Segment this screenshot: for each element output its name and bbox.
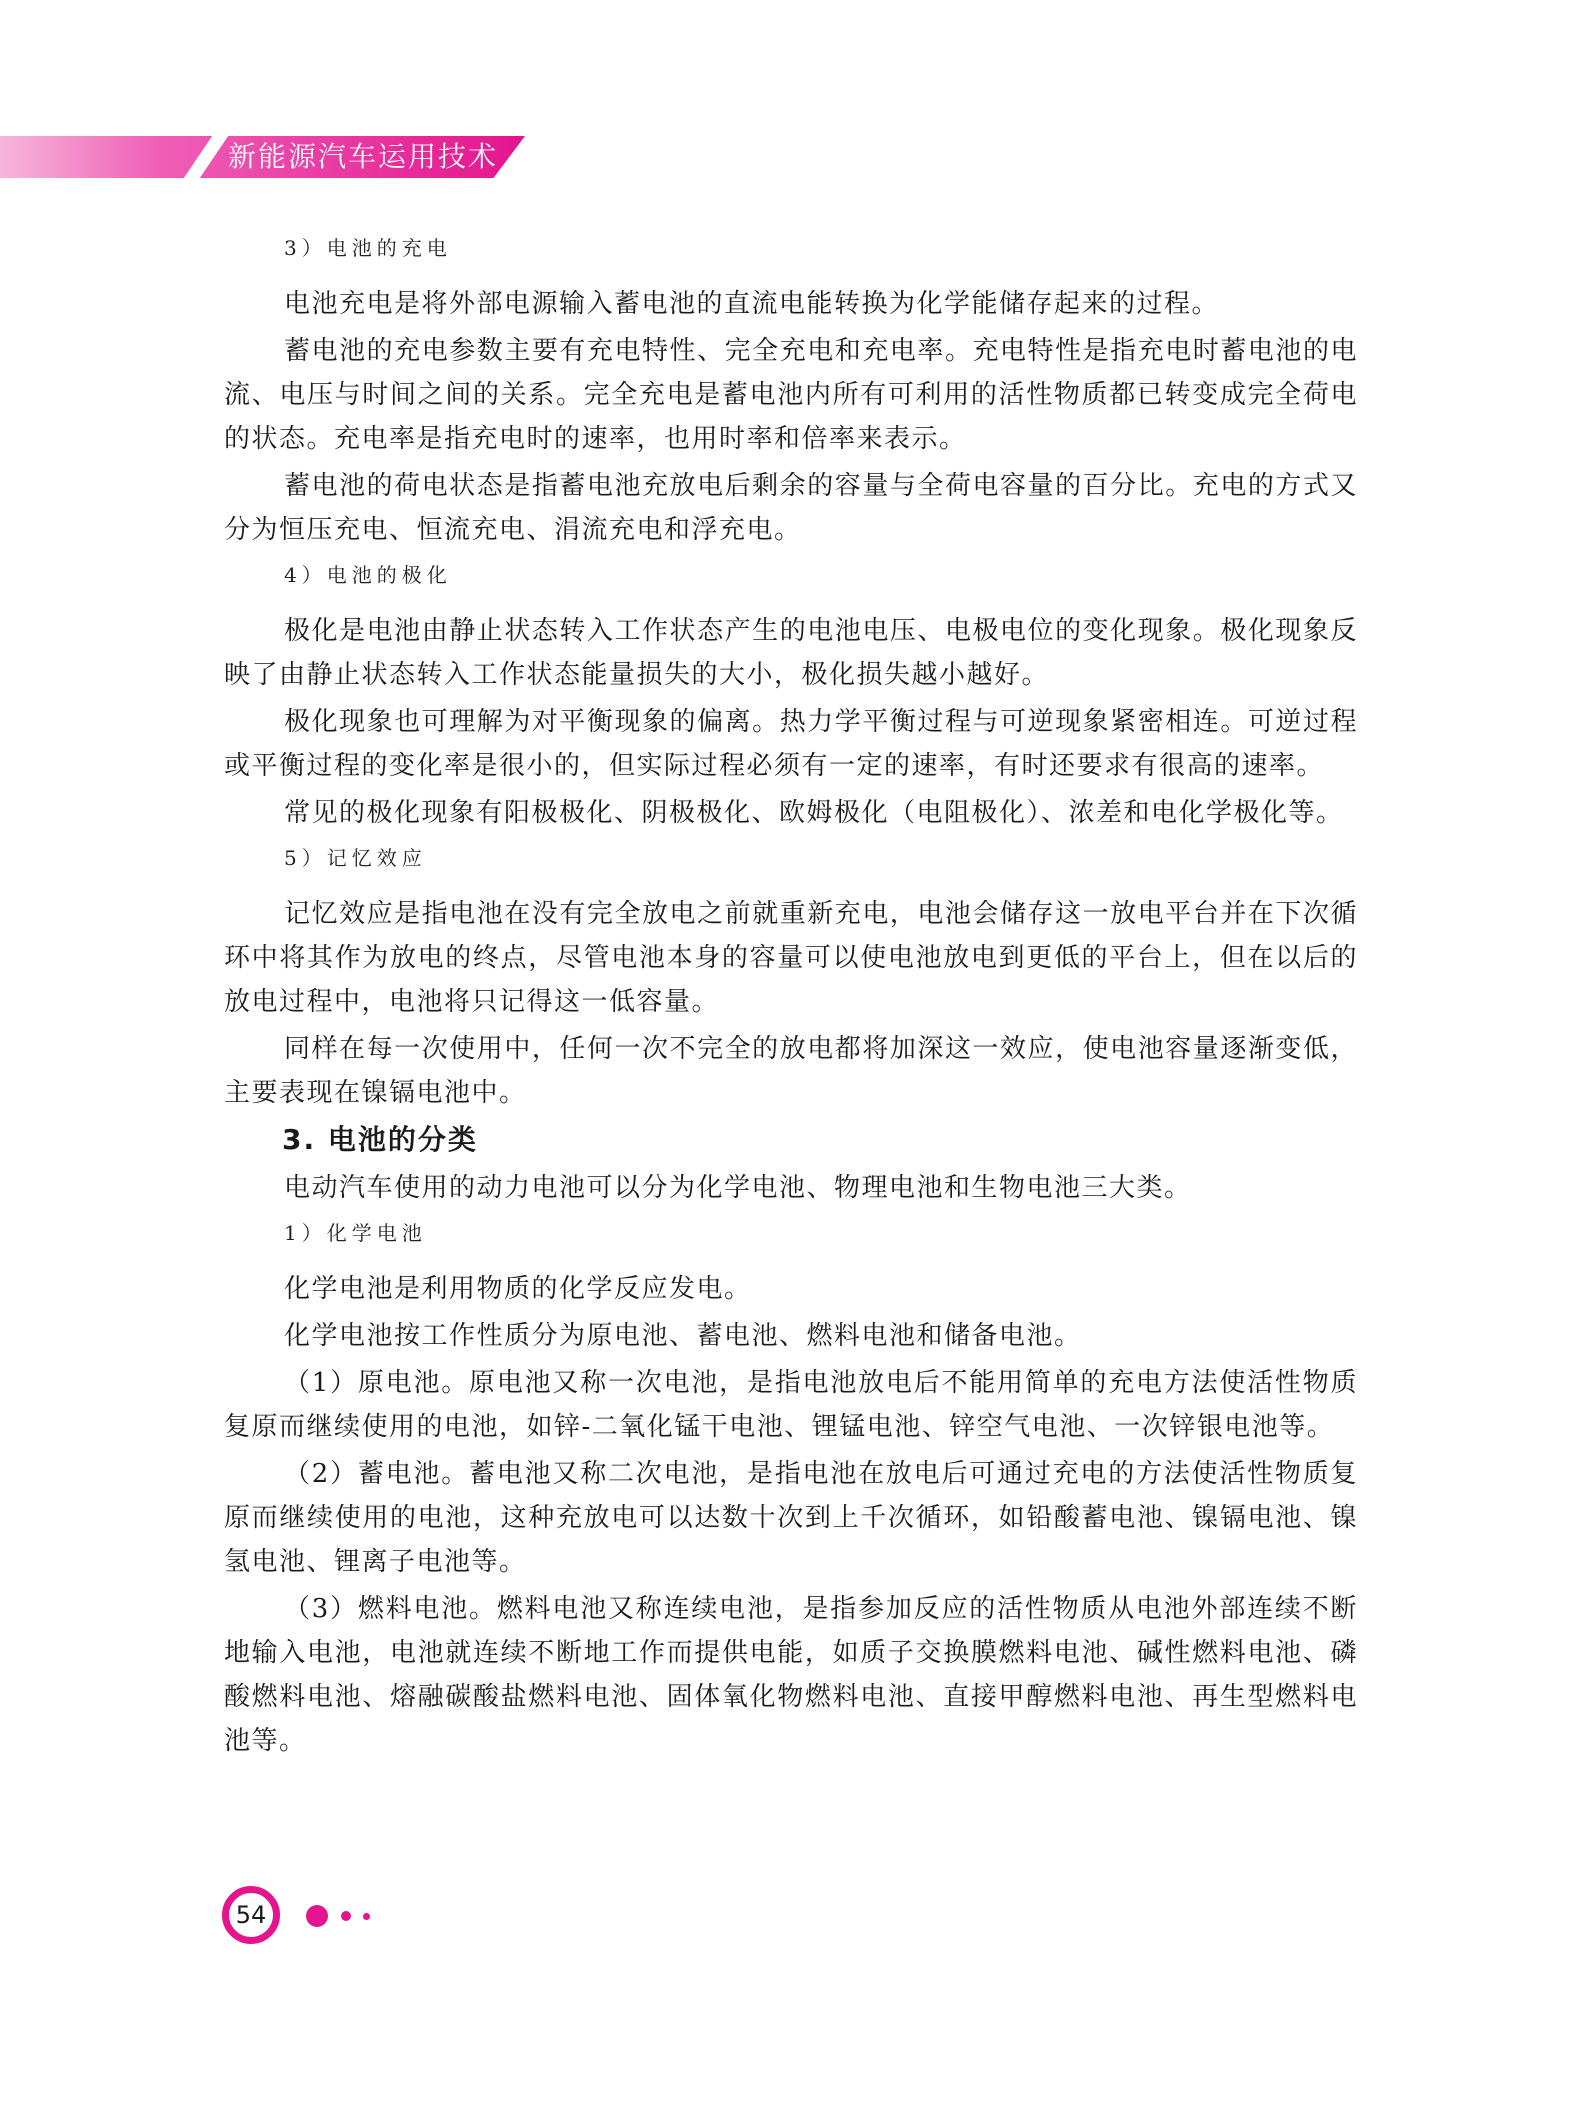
subsection-heading: 4）电池的极化 — [284, 563, 452, 587]
paragraph: 蓄电池的充电参数主要有充电特性、完全充电和充电率。充电特性是指充电时蓄电池的电流、电压与时间之间的关系。完全充电是蓄电池内所有可利用的活性物质都已转变成完全荷电的状态。充电率是指充电时的速率，也用时率和倍率来表示。 — [224, 336, 1358, 454]
paragraph: 极化是电池由静止状态转入工作状态产生的电池电压、电极电位的变化现象。极化现象反映了由静止状态转入工作状态能量损失的大小，极化损失越小越好。 — [224, 616, 1358, 690]
subsection-heading: 3）电池的充电 — [284, 236, 452, 260]
subsection-heading: 5）记忆效应 — [284, 846, 427, 870]
paragraph: （3）燃料电池。燃料电池又称连续电池，是指参加反应的活性物质从电池外部连续不断地输入电池，电池就连续不断地工作而提供电能，如质子交换膜燃料电池、碱性燃料电池、磷酸燃料电池、熔融碳酸盐燃料电池、固体氧化物燃料电池、直接甲醇燃料电池、再生型燃料电池等。 — [224, 1594, 1358, 1756]
subsection-heading: 1）化学电池 — [284, 1221, 427, 1245]
page-body — [224, 228, 1358, 1766]
decorative-dot-large — [306, 1905, 328, 1927]
decorative-dot-medium — [341, 1911, 351, 1921]
paragraph: （2）蓄电池。蓄电池又称二次电池，是指电池在放电后可通过充电的方法使活性物质复原而继续使用的电池，这种充放电可以达数十次到上千次循环，如铅酸蓄电池、镍镉电池、镍氢电池、锂离子电池等。 — [224, 1459, 1358, 1577]
paragraph: 电池充电是将外部电源输入蓄电池的直流电能转换为化学能储存起来的过程。 — [284, 289, 1220, 319]
paragraph: 同样在每一次使用中，任何一次不完全的放电都将加深这一效应，使电池容量逐渐变低，主要表现在镍镉电池中。 — [224, 1034, 1358, 1108]
paragraph: 极化现象也可理解为对平衡现象的偏离。热力学平衡过程与可逆现象紧密相连。可逆过程或平衡过程的变化率是很小的，但实际过程必须有一定的速率，有时还要求有很高的速率。 — [224, 707, 1358, 781]
paragraph: （1）原电池。原电池又称一次电池，是指电池放电后不能用简单的充电方法使活性物质复原而继续使用的电池，如锌-二氧化锰干电池、锂锰电池、锌空气电池、一次锌银电池等。 — [224, 1368, 1358, 1442]
decorative-dot-small — [363, 1913, 370, 1920]
paragraph: 化学电池是利用物质的化学反应发电。 — [284, 1274, 752, 1304]
section-heading: 3. 电池的分类 — [282, 1123, 478, 1156]
book-title: 新能源汽车运用技术 — [228, 140, 499, 173]
paragraph: 化学电池按工作性质分为原电池、蓄电池、燃料电池和储备电池。 — [284, 1321, 1082, 1351]
paragraph: 电动汽车使用的动力电池可以分为化学电池、物理电池和生物电池三大类。 — [284, 1173, 1192, 1203]
paragraph: 记忆效应是指电池在没有完全放电之前就重新充电，电池会储存这一放电平台并在下次循环中将其作为放电的终点，尽管电池本身的容量可以使电池放电到更低的平台上，但在以后的放电过程中，电池将只记得这一低容量。 — [224, 899, 1358, 1017]
paragraph: 蓄电池的荷电状态是指蓄电池充放电后剩余的容量与全荷电容量的百分比。充电的方式又分为恒压充电、恒流充电、涓流充电和浮充电。 — [224, 471, 1358, 545]
page-number: 54 — [222, 1886, 280, 1944]
paragraph: 常见的极化现象有阳极极化、阴极极化、欧姆极化（电阻极化）、浓差和电化学极化等。 — [284, 798, 1344, 828]
